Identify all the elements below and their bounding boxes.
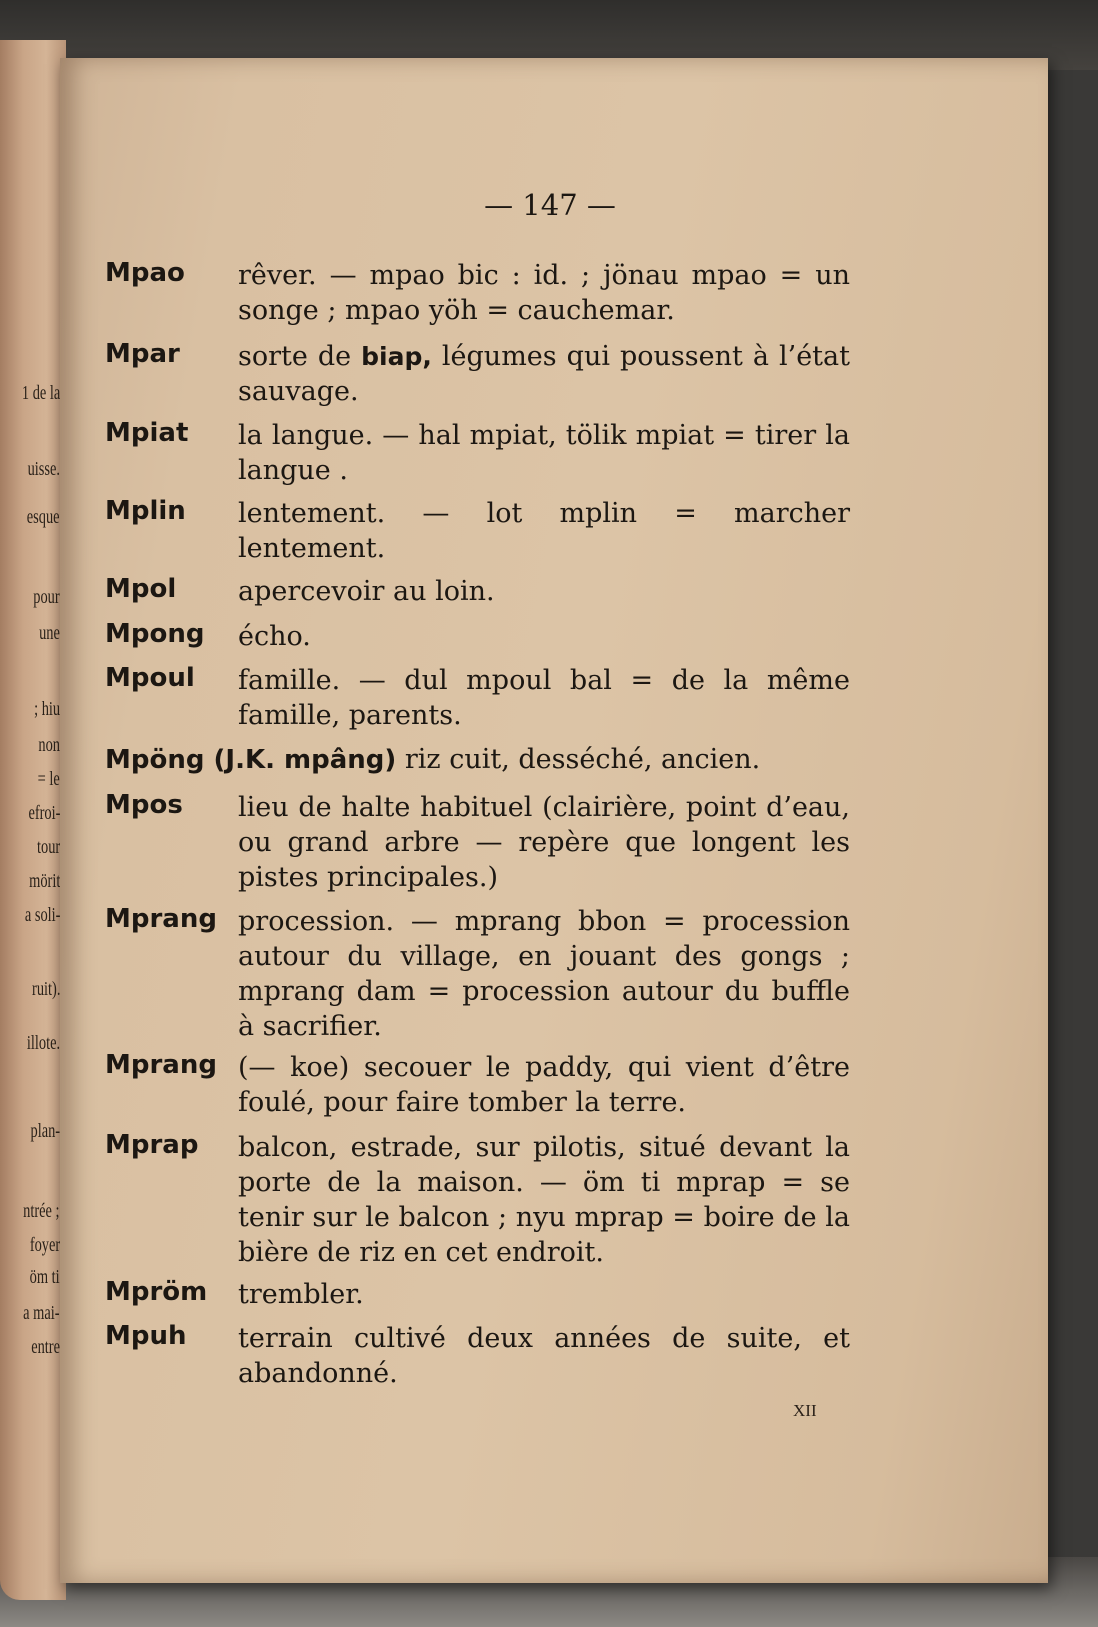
left-page-fragment: illote. [26, 1032, 60, 1054]
entry-definition: apercevoir au loin. [238, 576, 495, 607]
dictionary-entry [105, 1050, 905, 1120]
dictionary-entry [105, 1321, 905, 1391]
entry-definition: trembler. [238, 1279, 364, 1310]
left-page-fragment: esque [27, 506, 60, 528]
dictionary-entry [105, 619, 905, 654]
left-page-fragment: uisse. [27, 458, 60, 480]
entry-term: Mpuh [105, 1321, 187, 1351]
left-page-edge [0, 40, 66, 1600]
entry-definition: la langue. — hal mpiat, tölik mpiat = tirer la langue . [238, 420, 850, 486]
dictionary-entry [105, 496, 905, 566]
dictionary-entry [105, 339, 905, 409]
entry-term: Mpiat [105, 418, 189, 448]
dictionary-entry [105, 1277, 905, 1312]
entry-term: Mpöng (J.K. mpâng) [105, 745, 397, 775]
dictionary-entry [105, 790, 905, 895]
left-page-fragment: foyer [29, 1234, 60, 1256]
entry-definition: lentement. — lot mplin = marcher lentement. [238, 498, 850, 564]
dictionary-entry [105, 742, 905, 778]
page-number: — 147 — [484, 188, 616, 222]
left-page-fragment: pour [33, 586, 60, 608]
entry-term: Mpos [105, 790, 183, 820]
entry-inline [105, 742, 905, 778]
entry-definition: procession. — mprang bbon = procession autour du village, en jouant des gongs ; mprang dam = procession autour du buffle à sacrifier. [238, 906, 850, 1042]
dictionary-entry [105, 258, 905, 328]
entry-definition [238, 339, 850, 409]
left-page-fragment: a soli- [24, 904, 60, 926]
left-page-fragment: a mai- [23, 1302, 60, 1324]
entry-definition: écho. [238, 621, 311, 652]
dictionary-entry [105, 904, 905, 1044]
left-page-fragment: entre [31, 1336, 60, 1358]
entry-definition: (— koe) secouer le paddy, qui vient d’être foulé, pour faire tomber la terre. [238, 1052, 850, 1118]
left-page-fragment: = le [37, 768, 60, 790]
dictionary-entry [105, 574, 905, 609]
entry-definition: famille. — dul mpoul bal = de la même famille, parents. [238, 665, 850, 731]
entry-term: Mpröm [105, 1277, 208, 1307]
entry-term: Mprang [105, 904, 217, 934]
entry-term: Mplin [105, 496, 186, 526]
entry-definition: riz cuit, desséché, ancien. [404, 744, 761, 775]
entry-definition: balcon, estrade, sur pilotis, situé devant la porte de la maison. — öm ti mprap = se tenir sur le balcon ; nyu mprap = boire de la bière de riz en cet endroit. [238, 1132, 850, 1268]
entry-definition: terrain cultivé deux années de suite, et abandonné. [238, 1323, 850, 1389]
entry-definition: rêver. — mpao bic : id. ; jönau mpao = un songe ; mpao yöh = cauchemar. [238, 260, 850, 326]
left-page-fragment: ruit). [31, 978, 60, 1000]
entry-term: Mprap [105, 1130, 199, 1160]
definition-text: sorte de [238, 341, 362, 372]
left-page-fragment: une [39, 622, 60, 644]
left-page-fragment: mörit [28, 870, 60, 892]
dictionary-entry [105, 1130, 905, 1270]
entry-term: Mpoul [105, 663, 195, 693]
left-page-fragment: tour [36, 836, 60, 858]
definition-text: légumes qui poussent à l’état sauvage. [238, 341, 850, 407]
left-page-fragment: öm ti [29, 1266, 60, 1288]
entry-term: Mprang [105, 1050, 217, 1080]
left-page-fragment: 1 de la [21, 382, 60, 404]
entry-definition: lieu de halte habituel (clairière, point d’eau, ou grand arbre — repère que longent les pistes principales.) [238, 792, 850, 893]
dictionary-entry [105, 663, 905, 733]
left-page-fragment: non [38, 734, 60, 756]
left-page-fragment: ; hiu [33, 698, 60, 720]
signature-mark: XII [793, 1401, 817, 1420]
entry-term: Mpol [105, 574, 177, 604]
definition-bold-word: biap, [361, 342, 432, 371]
left-page-fragment: plan- [30, 1120, 60, 1142]
entry-term: Mpar [105, 339, 180, 369]
dictionary-page [60, 58, 1048, 1583]
left-page-fragment: ntrée ; [23, 1200, 60, 1222]
entry-term: Mpao [105, 258, 185, 288]
left-page-fragment: efroi- [28, 802, 60, 824]
entry-term: Mpong [105, 619, 205, 649]
dictionary-entry [105, 418, 905, 488]
